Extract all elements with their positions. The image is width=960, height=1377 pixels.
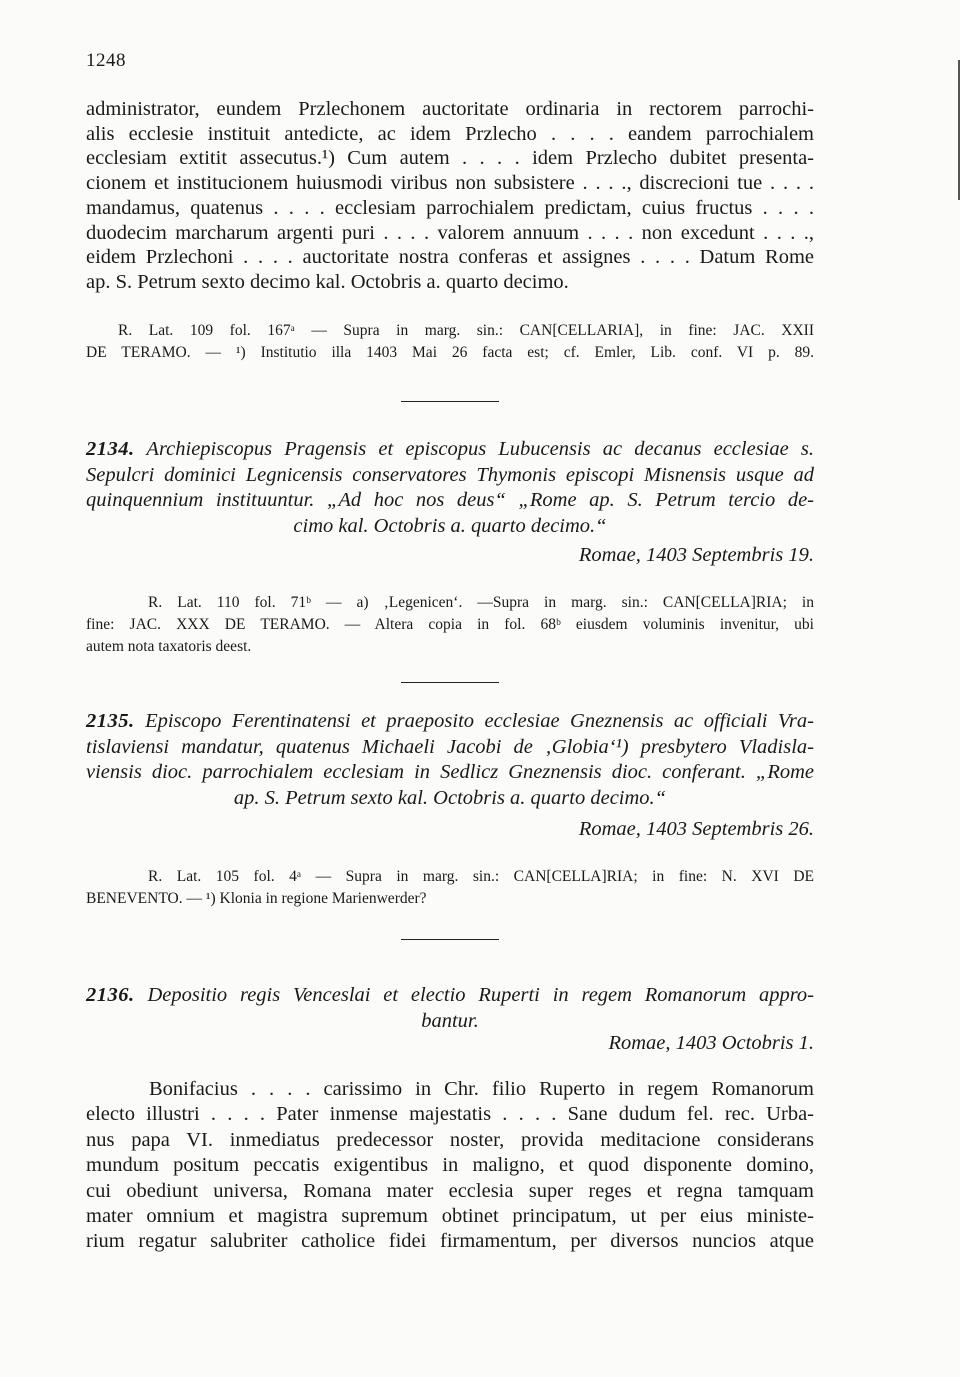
entry-number: 2136. (86, 984, 135, 1006)
heading-line: viensis dioc. parrochialem ecclesiam in Sedlicz Gneznensis dioc. conferant. „Rome (86, 761, 814, 783)
page-number: 1248 (86, 50, 126, 71)
entry-number: 2134. (86, 438, 135, 460)
entry-2134-note (86, 592, 814, 658)
entry-number: 2135. (86, 710, 135, 732)
entry-2136-dateline: Romae, 1403 Octobris 1. (608, 1032, 814, 1054)
heading-line: Sepulcri dominici Legnicensis conservatores Thymonis episcopi Misnensis usque ad (86, 463, 814, 486)
entry-2135-note (86, 866, 814, 910)
text-line: cui obediunt universa, Romana mater ecclesia super reges et regna tamquam (86, 1179, 814, 1202)
entry-2135-dateline: Romae, 1403 Septembris 26. (578, 818, 814, 840)
text-line: administrator, eundem Przlechonem auctoritate ordinaria in rectorem parrochi- (86, 98, 814, 120)
heading-line: Archiepiscopus Pragensis et episcopus Lubucensis ac decanus ecclesiae s. (134, 438, 814, 460)
intro-footnote (86, 320, 814, 364)
entry-2134-dateline: Romae, 1403 Septembris 19. (578, 544, 814, 566)
entry-2136-body (86, 1077, 814, 1255)
heading-line: Episcopo Ferentinatensi et praeposito ecclesiae Gneznensis ac officiali Vra- (134, 710, 814, 732)
text-line: cionem et institucionem huiusmodi viribus non subsistere . . . ., discrecioni tue . . . . (86, 172, 814, 195)
section-divider (401, 939, 499, 940)
text-line: eidem Przlechoni . . . . auctoritate nostra conferas et assignes . . . . Datum Rome (86, 246, 814, 269)
text-line: mandamus, quatenus . . . . ecclesiam parrochialem predictam, cuius fructus . . . . (86, 196, 814, 219)
text-line: ap. S. Petrum sexto decimo kal. Octobris a. quarto decimo. (86, 270, 569, 293)
entry-2136-heading (86, 983, 814, 1034)
text-line: mater omnium et magistra supremum obtinet principatum, ut per eius ministe- (86, 1205, 814, 1228)
note-line: R. Lat. 110 fol. 71ᵇ — a) ‚Legenicen‘. —Supra in marg. sin.: CAN[CELLA]RIA; in (148, 594, 814, 611)
heading-line: cimo kal. Octobris a. quarto decimo.“ (293, 514, 607, 537)
section-divider (401, 682, 499, 683)
text-line: nus papa VI. inmediatus predecessor noster, provida meditacione considerans (86, 1128, 814, 1151)
text-line: Bonifacius . . . . carissimo in Chr. filio Ruperto in regem Romanorum (149, 1078, 814, 1100)
text-line: mundum positum peccatis exigentibus in maligno, et quod disponente domino, (86, 1154, 814, 1177)
entry-2134-heading (86, 437, 814, 539)
note-line: fine: JAC. XXX DE TERAMO. — Altera copia in fol. 68ᵇ eiusdem voluminis invenitur, ubi (86, 616, 814, 633)
heading-line: Depositio regis Venceslai et electio Ruperti in regem Romanorum appro- (134, 984, 814, 1006)
section-divider (401, 401, 499, 402)
text-line: duodecim marcharum argenti puri . . . . valorem annuum . . . . non excedunt . . . ., (86, 221, 814, 244)
heading-line: bantur. (421, 1009, 479, 1032)
intro-paragraph (86, 97, 814, 295)
heading-line: ap. S. Petrum sexto kal. Octobris a. quarto decimo.“ (233, 786, 667, 809)
note-line: BENEVENTO. — ¹) Klonia in regione Marienwerder? (86, 890, 427, 907)
heading-line: quinquennium instituuntur. „Ad hoc nos deus“ „Rome ap. S. Petrum tercio de- (86, 489, 814, 511)
entry-2135-heading (86, 709, 814, 811)
heading-line: tislaviensi mandatur, quatenus Michaeli Jacobi de ‚Globia‘¹) presbytero Vladisla- (86, 735, 814, 758)
text-line: rium regatur salubriter catholice fidei firmamentum, per diversos nuncios atque (86, 1230, 814, 1253)
note-line: R. Lat. 105 fol. 4ᵃ — Supra in marg. sin.: CAN[CELLA]RIA; in fine: N. XVI DE (148, 868, 814, 885)
note-line: DE TERAMO. — ¹) Institutio illa 1403 Mai 26 facta est; cf. Emler, Lib. conf. VI p. 89. (86, 344, 814, 361)
note-line: R. Lat. 109 fol. 167ᵃ — Supra in marg. sin.: CAN[CELLARIA], in fine: JAC. XXII (118, 322, 814, 339)
text-line: alis ecclesie instituit antedicte, ac idem Przlecho . . . . eandem parrochialem (86, 122, 814, 145)
note-line: autem nota taxatoris deest. (86, 638, 252, 655)
text-line: electo illustri . . . . Pater inmense majestatis . . . . Sane dudum fel. rec. Urba- (86, 1103, 814, 1126)
text-line: ecclesiam extitit assecutus.¹) Cum autem . . . . idem Przlecho dubitet presenta- (86, 147, 814, 170)
